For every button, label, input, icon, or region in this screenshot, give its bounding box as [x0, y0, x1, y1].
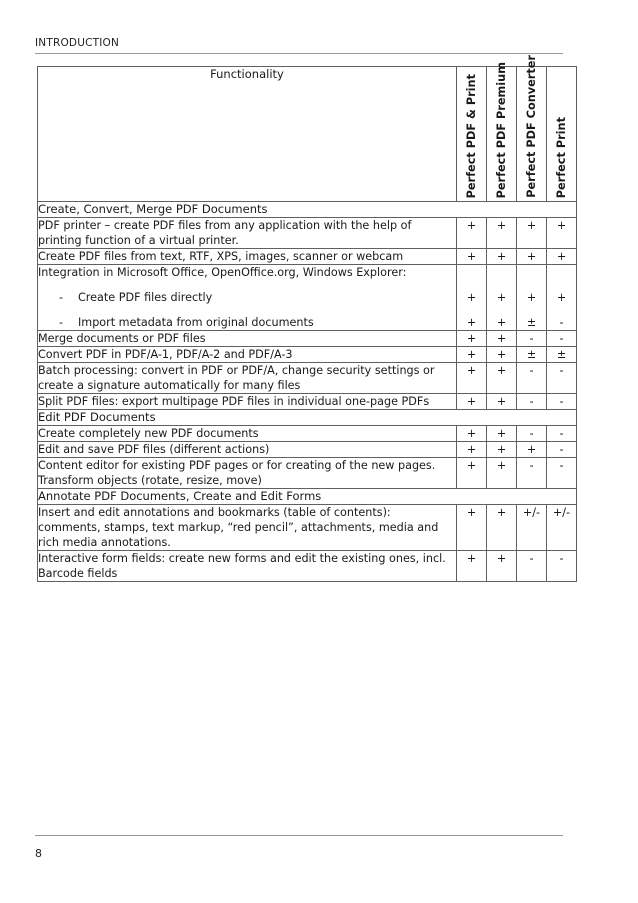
support-mark: - [517, 331, 547, 347]
section-title: Create, Convert, Merge PDF Documents [38, 202, 577, 218]
feature-text: Create completely new PDF documents [38, 426, 457, 442]
feature-cell-with-subitems [38, 265, 457, 331]
table-row [38, 505, 577, 551]
support-mark: + [487, 426, 517, 442]
support-mark: + [487, 442, 517, 458]
table-row [38, 363, 577, 394]
support-mark: + [457, 505, 487, 551]
support-mark-cell [547, 265, 577, 331]
product-label: Perfect PDF Converter [524, 55, 538, 198]
support-mark: + [487, 458, 517, 489]
support-mark: - [547, 394, 577, 410]
support-mark: +/- [547, 505, 577, 551]
support-mark: - [547, 442, 577, 458]
feature-text: PDF printer – create PDF files from any application with the help of printing function of a virtual printer. [38, 218, 457, 249]
sub-item-text: Create PDF files directly [78, 291, 213, 304]
support-mark: - [517, 394, 547, 410]
support-mark: + [517, 218, 547, 249]
support-mark: + [556, 291, 567, 304]
support-mark: + [517, 249, 547, 265]
table-row [38, 426, 577, 442]
section-title: Annotate PDF Documents, Create and Edit Forms [38, 489, 577, 505]
support-mark: + [487, 505, 517, 551]
feature-text: Create PDF files from text, RTF, XPS, images, scanner or webcam [38, 249, 457, 265]
feature-text: Interactive form fields: create new forms and edit the existing ones, incl. Barcode fields [38, 551, 457, 582]
support-mark: - [547, 458, 577, 489]
feature-text: Integration in Microsoft Office, OpenOffice.org, Windows Explorer: [38, 266, 407, 279]
support-mark: + [457, 249, 487, 265]
running-header: INTRODUCTION [35, 37, 120, 49]
support-mark: + [466, 291, 477, 304]
support-mark: - [517, 458, 547, 489]
table-row [38, 442, 577, 458]
table-row [38, 249, 577, 265]
product-label: Perfect Print [554, 116, 568, 198]
support-mark: + [457, 331, 487, 347]
support-mark: + [547, 249, 577, 265]
support-mark: + [487, 218, 517, 249]
support-mark: + [457, 426, 487, 442]
support-mark: ± [547, 347, 577, 363]
support-mark-cell [517, 265, 547, 331]
support-mark: - [517, 363, 547, 394]
support-mark: + [496, 291, 507, 304]
support-mark: - [517, 551, 547, 582]
table-row [38, 331, 577, 347]
section-row [38, 410, 577, 426]
page-number: 8 [35, 847, 42, 860]
product-label: Perfect PDF & Print [464, 73, 478, 198]
feature-text: Insert and edit annotations and bookmarks (table of contents): comments, stamps, text markup, “red pencil”, attachments, media and rich media annotations. [38, 505, 457, 551]
support-mark: + [487, 394, 517, 410]
support-mark: - [517, 426, 547, 442]
functionality-heading: Functionality [38, 67, 457, 202]
support-mark: + [457, 218, 487, 249]
product-heading [547, 67, 577, 202]
support-mark: + [457, 394, 487, 410]
product-heading [517, 55, 547, 202]
support-mark: + [487, 249, 517, 265]
footer-rule [35, 835, 563, 836]
support-mark: ± [526, 316, 537, 329]
support-mark: - [547, 551, 577, 582]
support-mark: + [466, 316, 477, 329]
table-row [38, 218, 577, 249]
support-mark: ± [517, 347, 547, 363]
support-mark: + [517, 442, 547, 458]
table-row [38, 347, 577, 363]
support-mark: + [526, 291, 537, 304]
support-mark-cell [487, 265, 517, 331]
sub-item-text: Import metadata from original documents [78, 316, 314, 329]
support-mark: + [547, 218, 577, 249]
support-mark: + [487, 363, 517, 394]
support-mark: + [487, 347, 517, 363]
feature-text: Content editor for existing PDF pages or for creating of the new pages. Transform objects (rotate, resize, move) [38, 458, 457, 489]
sub-item [38, 315, 456, 330]
support-mark: - [547, 363, 577, 394]
section-row [38, 489, 577, 505]
product-label: Perfect PDF Premium [494, 61, 508, 198]
support-mark: + [487, 331, 517, 347]
feature-text: Batch processing: convert in PDF or PDF/A, change security settings or create a signature automatically for many files [38, 363, 457, 394]
support-mark: + [487, 551, 517, 582]
product-heading [457, 67, 487, 202]
section-row [38, 202, 577, 218]
feature-matrix-table [37, 55, 577, 582]
support-mark: - [559, 316, 564, 329]
table-row [38, 458, 577, 489]
support-mark: - [547, 331, 577, 347]
sub-item [38, 290, 456, 305]
support-mark: + [457, 551, 487, 582]
table-row [38, 265, 577, 331]
table-row [38, 551, 577, 582]
support-mark: + [496, 316, 507, 329]
table-row [38, 394, 577, 410]
feature-text: Split PDF files: export multipage PDF files in individual one-page PDFs [38, 394, 457, 410]
header-rule [35, 53, 563, 54]
dash-bullet: - [59, 291, 64, 304]
product-heading [487, 61, 517, 202]
support-mark: + [457, 442, 487, 458]
support-mark: - [547, 426, 577, 442]
support-mark: + [457, 363, 487, 394]
support-mark: +/- [517, 505, 547, 551]
support-mark: + [457, 347, 487, 363]
feature-text: Merge documents or PDF files [38, 331, 457, 347]
support-mark-cell [457, 265, 487, 331]
table-header-row [38, 67, 577, 202]
dash-bullet: - [59, 316, 64, 329]
section-title: Edit PDF Documents [38, 410, 577, 426]
feature-text: Convert PDF in PDF/A-1, PDF/A-2 and PDF/A-3 [38, 347, 457, 363]
support-mark: + [457, 458, 487, 489]
feature-text: Edit and save PDF files (different actions) [38, 442, 457, 458]
